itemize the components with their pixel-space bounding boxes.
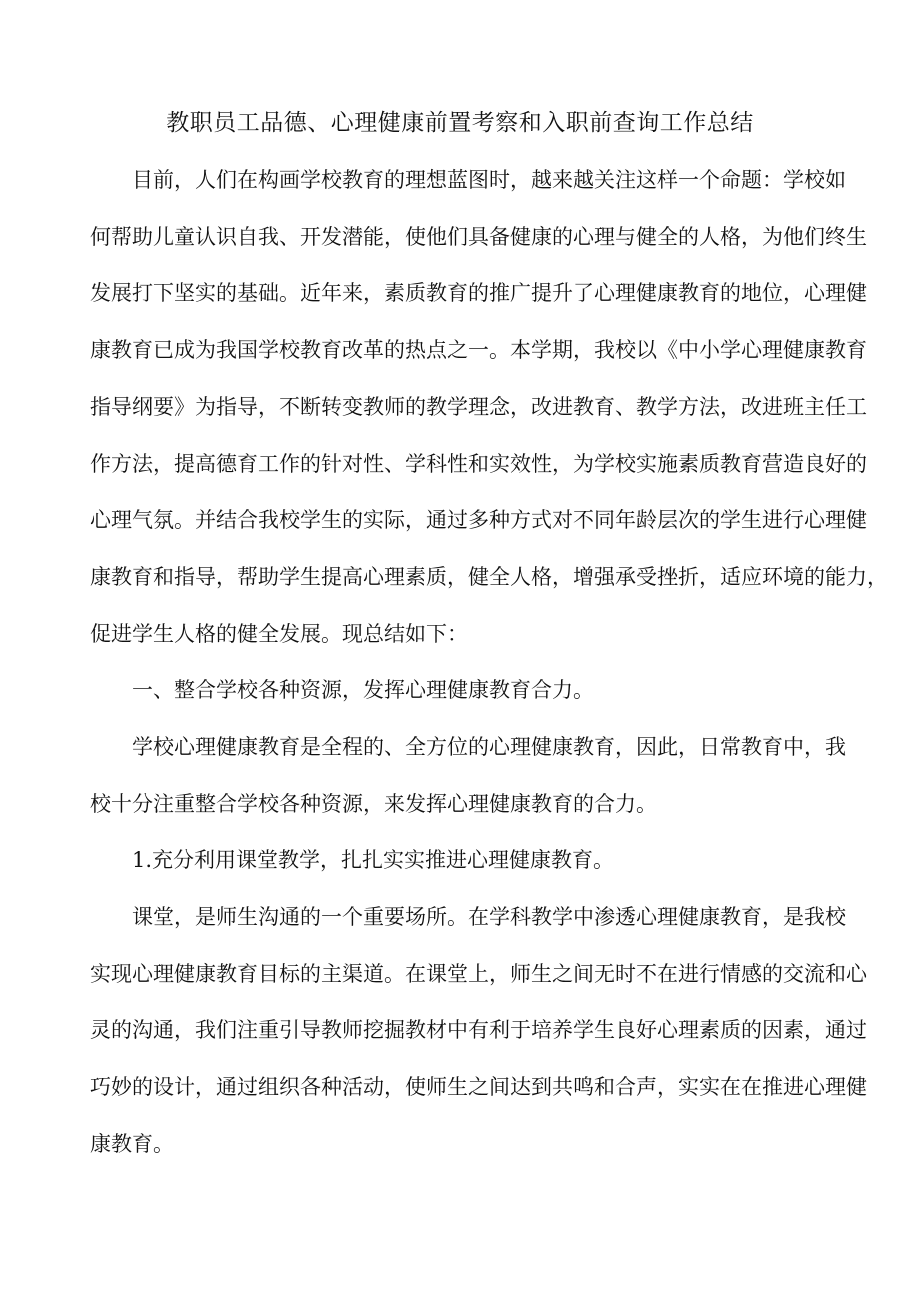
document-title: 教职员工品德、心理健康前置考察和入职前查询工作总结	[166, 110, 754, 136]
heading-line: 1.充分利用课堂教学，扎扎实实推进心理健康教育。	[132, 848, 615, 872]
paragraph-line: 发展打下坚实的基础。近年来，素质教育的推广提升了心理健康教育的地位，心理健	[90, 281, 867, 306]
paragraph-line: 校十分注重整合学校各种资源，来发挥心理健康教育的合力。	[90, 791, 657, 816]
paragraph-line: 灵的沟通，我们注重引导教师挖掘教材中有利于培养学生良好心理素质的因素，通过	[90, 1018, 867, 1043]
paragraph-classroom	[90, 889, 867, 1173]
paragraph-line: 巧妙的设计，通过组织各种活动，使师生之间达到共鸣和合声，实实在在推进心理健	[90, 1075, 867, 1100]
subsection-heading-classroom	[90, 832, 830, 889]
paragraph-line: 康教育和指导，帮助学生提高心理素质，健全人格，增强承受挫折，适应环境的能力，	[90, 564, 888, 589]
paragraph-line: 康教育。	[90, 1131, 174, 1156]
paragraph-line: 课堂，是师生沟通的一个重要场所。在学科教学中渗透心理健康教育，是我校	[132, 905, 846, 929]
paragraph-line: 康教育已成为我国学校教育改革的热点之一。本学期，我校以《中小学心理健康教育	[90, 338, 867, 363]
paragraph-line: 促进学生人格的健全发展。现总结如下：	[90, 621, 468, 646]
paragraph-integration	[90, 719, 846, 832]
section-heading-one	[90, 662, 830, 719]
paragraph-line: 何帮助儿童认识自我、开发潜能，使他们具备健康的心理与健全的人格，为他们终生	[90, 224, 867, 249]
heading-line: 一、整合学校各种资源，发挥心理健康教育合力。	[132, 678, 594, 702]
paragraph-line: 学校心理健康教育是全程的、全方位的心理健康教育，因此，日常教育中，我	[132, 735, 846, 759]
paragraph-line: 心理气氛。并结合我校学生的实际，通过多种方式对不同年龄层次的学生进行心理健	[90, 508, 867, 533]
paragraph-line: 目前，人们在构画学校教育的理想蓝图时，越来越关注这样一个命题：学校如	[132, 168, 846, 192]
paragraph-intro	[90, 152, 888, 662]
paragraph-line: 实现心理健康教育目标的主渠道。在课堂上，师生之间无时不在进行情感的交流和心	[90, 961, 867, 986]
paragraph-line: 指导纲要》为指导，不断转变教师的教学理念，改进教育、教学方法，改进班主任工	[90, 394, 867, 419]
paragraph-line: 作方法，提高德育工作的针对性、学科性和实效性，为学校实施素质教育营造良好的	[90, 451, 867, 476]
